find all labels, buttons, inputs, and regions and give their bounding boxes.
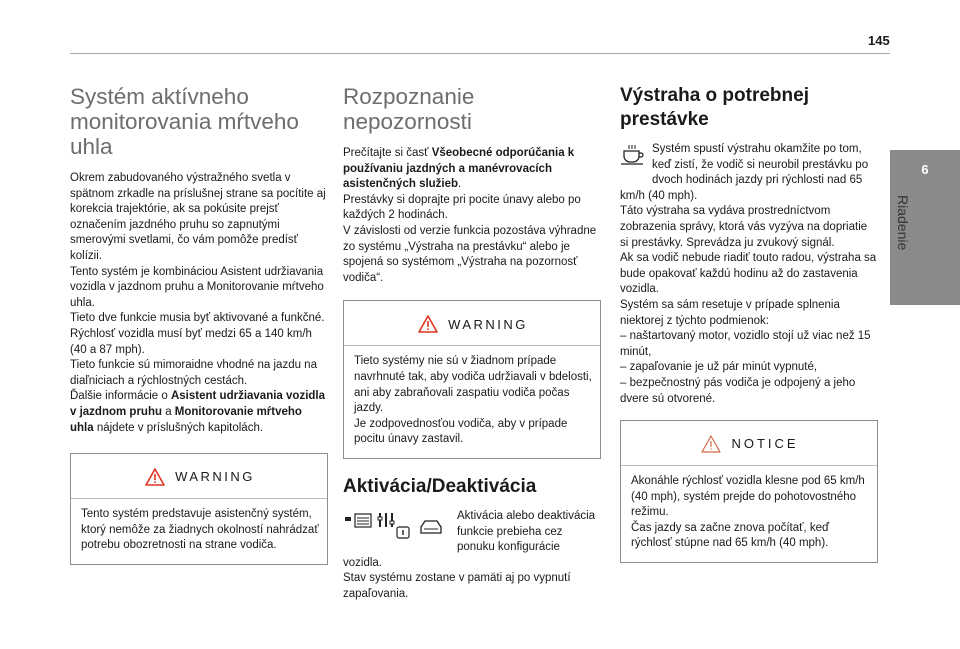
warning-label: WARNING (448, 316, 528, 332)
paragraph: Okrem zabudovaného výstražného svetla v spätnom zrkadle na príslušnej strane sa pocítite aj korekcia trajektórie, ak sa pokúsite prejsť označením jazdného pruhu so zapnutými smerovými svetlami, čo vám pomôže predísť kolízii. (70, 172, 326, 262)
paragraph: Táto výstraha sa vydáva prostredníctvom zobrazenia správy, ktorá vás vyzýva na dopriatie si prestávky. Sprevádza ju zvukový signál. (620, 205, 868, 249)
chapter-number: 6 (921, 162, 929, 177)
activation-icons (343, 511, 449, 547)
paragraph: Prestávky si doprajte pri pocite únavy alebo po každých 2 hodinách. (343, 193, 581, 222)
warning-box (70, 453, 328, 565)
warning-text: Je zodpovednosťou vodiča, aby v prípade pocitu únavy zastavil. (354, 417, 568, 446)
notice-text: Akonáhle rýchlosť vozidla klesne pod 65 km/h (40 mph), systém prejde do pohotovostného režimu. (631, 475, 865, 519)
list-item: – zapaľovanie je už pár minút vypnuté, (620, 361, 818, 374)
warning-triangle-icon (418, 315, 438, 333)
column-blind-spot (70, 76, 328, 565)
paragraph: Tieto funkcie sú mimoraidne vhodné na jazdu na diaľniciach a rýchlostných cestách. (70, 359, 317, 387)
paragraph: Systém sa sám resetuje v prípade splnenia niektorej z týchto podmienok: (620, 298, 840, 327)
notice-text: Čas jazdy sa začne znova počítať, keď rýchlosť stúpne nad 65 km/h (40 mph). (631, 521, 830, 550)
section-title-inattention: Rozpoznanie nepozornosti (343, 84, 475, 134)
warning-text: Tento systém predstavuje asistenčný systém, ktorý nemôže za žiadnych okolností nahrádzať potrebu obozretnosti na strane vodiča. (81, 508, 319, 552)
list-item: – naštartovaný motor, vozidlo stojí už viac než 15 minút, (620, 330, 871, 358)
section-title-blind-spot: Systém aktívneho monitorovania mŕtveho uhla (70, 84, 299, 159)
list-item: – bezpečnostný pás vodiča je odpojený a jeho dvere sú otvorené. (620, 376, 856, 405)
page-number: 145 (868, 33, 890, 48)
activation-text: Aktivácia alebo deaktivácia funkcie prebieha cez ponuku konfigurácie vozidla. (343, 509, 596, 569)
activation-text: Stav systému zostane v pamäti aj po vypnutí zapaľovania. (343, 572, 571, 600)
column-inattention (343, 76, 601, 602)
notice-label: NOTICE (731, 436, 799, 452)
vehicle-settings-icon (343, 511, 449, 541)
chapter-title: Riadenie (895, 195, 911, 251)
paragraph: Rýchlosť vozidla musí byť medzi 65 a 140 km/h (40 a 87 mph). (70, 327, 312, 356)
warning-label: WARNING (175, 469, 255, 485)
coffee-cup-icon (620, 144, 646, 166)
notice-triangle-icon (701, 435, 721, 453)
column-break-alert (620, 76, 878, 563)
coffee-cup-icon-wrap (620, 144, 646, 172)
warning-box (343, 300, 601, 459)
header-rule (70, 53, 890, 54)
section-title-break-alert: Výstraha o potrebnej prestávke (620, 85, 809, 130)
paragraph: Tento systém je kombináciou Asistent udržiavania vozidla v jazdnom pruhu a Monitorovanie mŕtveho uhla. (70, 265, 324, 309)
warning-text: Tieto systémy nie sú v žiadnom prípade navrhnuté tak, aby vodiča udržiavali v bdelosti, ani aby zabraňovali zaspatiu vodiča počas jazdy. (354, 355, 592, 415)
subtitle-activation: Aktivácia/Deaktivácia (343, 475, 537, 497)
paragraph: V závislosti od verzie funkcia pozostáva výhradne zo systému „Výstraha na prestávku“ alebo je spojená so systémom „Výstraha na pozornosť vodiča“. (343, 224, 597, 284)
paragraph-reference: Prečítajte si časť Všeobecné odporúčania k používaniu jazdných a manévrovacích asistenčných služieb. (343, 147, 575, 191)
paragraph-references: Ďalšie informácie o Asistent udržiavania vozidla v jazdnom pruhu a Monitorovanie mŕtveho uhla nájdete v príslušných kapitolách. (70, 390, 325, 434)
warning-triangle-icon (145, 468, 165, 486)
paragraph: Systém spustí výstrahu okamžite po tom, keď zistí, že vodič si neurobil prestávku po dvoch hodinách jazdy pri rýchlosti nad 65 km/h (40 mph). (620, 143, 869, 202)
paragraph: Ak sa vodič nebude riadiť touto radou, výstraha sa bude opakovať každú hodinu až do zastavenia vozidla. (620, 252, 877, 296)
paragraph: Tieto dve funkcie musia byť aktivované a funkčné. (70, 312, 325, 325)
notice-box (620, 420, 878, 563)
